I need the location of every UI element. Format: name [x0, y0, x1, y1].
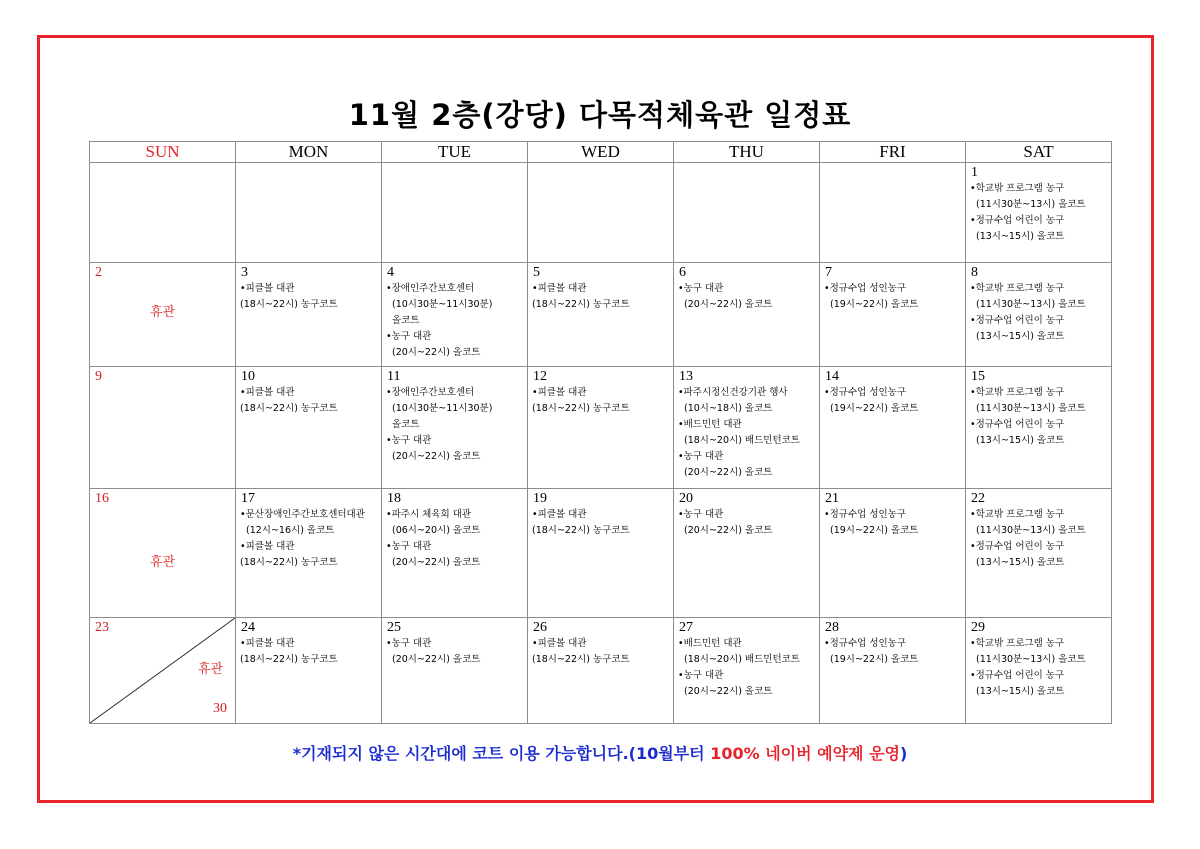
- event-time-text: (18시~22시) 농구코트: [532, 525, 630, 536]
- event-time: [236, 523, 381, 539]
- closed-label: 휴관: [197, 662, 224, 677]
- event-name: •정규수업 어린이 농구: [970, 315, 1065, 326]
- event-name: •농구 대관: [678, 451, 724, 462]
- event-time: [820, 652, 965, 668]
- event-time-text: (20시~22시) 올코트: [392, 451, 481, 462]
- event-time: [966, 197, 1111, 213]
- day-cell: [820, 618, 966, 724]
- event-time-text: (10시30분~11시30분): [392, 403, 493, 414]
- day-number: 15: [971, 369, 985, 384]
- event-name: •피클볼 대관: [240, 638, 295, 649]
- day-number: 21: [825, 491, 839, 506]
- day-cell: [820, 489, 966, 618]
- event-time: [674, 297, 819, 313]
- event-time-text: (20시~22시) 올코트: [684, 299, 773, 310]
- event-time: [674, 433, 819, 449]
- day-cell: [90, 618, 236, 724]
- event-time: [236, 297, 381, 313]
- event-time: [236, 652, 381, 668]
- event-time: [528, 401, 673, 417]
- event-name: •정규수업 어린이 농구: [970, 670, 1065, 681]
- day-cell: [90, 367, 236, 489]
- event-time: [674, 652, 819, 668]
- event-time: [820, 523, 965, 539]
- event-time-text: (19시~22시) 올코트: [830, 299, 919, 310]
- day-number: 25: [387, 620, 401, 635]
- event-time-text: (13시~15시) 올코트: [976, 557, 1065, 568]
- footer-close-paren: ): [899, 744, 908, 763]
- event-time: [382, 345, 527, 361]
- event-time: [966, 297, 1111, 313]
- day-number: 2: [95, 265, 102, 280]
- day-cell: [528, 618, 674, 724]
- event-time: [528, 652, 673, 668]
- day-cell: [674, 367, 820, 489]
- event-court: [382, 417, 527, 433]
- event-name: •파주시정신건강기관 행사: [678, 387, 788, 398]
- day-cell: [966, 263, 1112, 367]
- event-name: •피클볼 대관: [240, 387, 295, 398]
- header-wed: WED: [528, 142, 674, 163]
- event-name: •농구 대관: [386, 331, 432, 342]
- event-time: [966, 229, 1111, 245]
- day-number-second: 30: [213, 701, 227, 716]
- day-number: 20: [679, 491, 693, 506]
- event-time: [674, 523, 819, 539]
- event-name: •농구 대관: [678, 283, 724, 294]
- day-number: 1: [971, 165, 978, 180]
- event-time-text: (20시~22시) 올코트: [684, 525, 773, 536]
- event-name: •농구 대관: [678, 509, 724, 520]
- event-time: [820, 297, 965, 313]
- event-name: •정규수업 어린이 농구: [970, 541, 1065, 552]
- day-cell: [820, 367, 966, 489]
- event-time-text: (20시~22시) 올코트: [392, 654, 481, 665]
- event-name: •문산장애인주간보호센터대관: [240, 509, 365, 520]
- week-row: [90, 367, 1112, 489]
- event-time-text: (19시~22시) 올코트: [830, 525, 919, 536]
- day-number: 22: [971, 491, 985, 506]
- day-cell: [382, 163, 528, 263]
- day-number: 16: [95, 491, 109, 506]
- day-number: 23: [95, 620, 109, 635]
- day-cell: [966, 367, 1112, 489]
- event-time-text: (10시~18시) 올코트: [684, 403, 773, 414]
- event-name: •피클볼 대관: [240, 541, 295, 552]
- event-time: [528, 297, 673, 313]
- day-number: 26: [533, 620, 547, 635]
- day-cell: [236, 263, 382, 367]
- event-time: [820, 401, 965, 417]
- event-time: [236, 555, 381, 571]
- event-name: •학교밖 프로그램 농구: [970, 509, 1065, 520]
- event-time-text: (13시~15시) 올코트: [976, 331, 1065, 342]
- event-name: •학교밖 프로그램 농구: [970, 283, 1065, 294]
- event-name: •정규수업 어린이 농구: [970, 419, 1065, 430]
- event-time-text: (19시~22시) 올코트: [830, 403, 919, 414]
- event-name: •피클볼 대관: [532, 638, 587, 649]
- day-number: 17: [241, 491, 255, 506]
- footer-notice-text: *기재되지 않은 시간대에 코트 이용 가능합니다.(10월부터: [292, 744, 711, 763]
- event-time: [382, 555, 527, 571]
- event-time-text: (11시30분~13시) 올코트: [976, 299, 1086, 310]
- event-time: [382, 523, 527, 539]
- day-cell: [966, 489, 1112, 618]
- event-time: [966, 329, 1111, 345]
- day-cell: [236, 367, 382, 489]
- closed-label: 휴관: [149, 555, 176, 570]
- week-row: [90, 489, 1112, 618]
- event-time: [966, 652, 1111, 668]
- event-time: [528, 523, 673, 539]
- event-name: •정규수업 성인농구: [824, 283, 907, 294]
- day-number: 7: [825, 265, 832, 280]
- event-time: [966, 523, 1111, 539]
- week-row: [90, 618, 1112, 724]
- day-cell: [528, 163, 674, 263]
- event-time-text: (18시~20시) 배드민턴코트: [684, 435, 800, 446]
- event-name: •배드민턴 대관: [678, 638, 742, 649]
- event-name: •농구 대관: [386, 541, 432, 552]
- event-time-text: (11시30분~13시) 올코트: [976, 403, 1086, 414]
- event-time: [674, 684, 819, 700]
- day-cell: [382, 489, 528, 618]
- event-name: •피클볼 대관: [532, 283, 587, 294]
- event-time-text: (18시~22시) 농구코트: [240, 557, 338, 568]
- day-cell: [674, 263, 820, 367]
- event-name: •학교밖 프로그램 농구: [970, 183, 1065, 194]
- event-time-text: (18시~22시) 농구코트: [240, 403, 338, 414]
- event-time-text: (19시~22시) 올코트: [830, 654, 919, 665]
- page-title: 11월 2층(강당) 다목적체육관 일정표: [348, 98, 852, 132]
- event-time-text: (20시~22시) 올코트: [684, 467, 773, 478]
- day-cell: [90, 263, 236, 367]
- event-time-text: (11시30분~13시) 올코트: [976, 199, 1086, 210]
- day-number: 3: [241, 265, 248, 280]
- event-time: [966, 433, 1111, 449]
- day-number: 9: [95, 369, 102, 384]
- event-time-text: (11시30분~13시) 올코트: [976, 654, 1086, 665]
- event-time-text: (20시~22시) 올코트: [392, 347, 481, 358]
- day-cell: [236, 489, 382, 618]
- day-cell: [966, 163, 1112, 263]
- event-time: [674, 401, 819, 417]
- day-cell: [382, 367, 528, 489]
- event-time-text: (10시30분~11시30분): [392, 299, 493, 310]
- event-time-text: (18시~20시) 배드민턴코트: [684, 654, 800, 665]
- event-time-text: (20시~22시) 올코트: [392, 557, 481, 568]
- day-number: 13: [679, 369, 693, 384]
- event-court-text: 올코트: [392, 419, 420, 430]
- event-time-text: (18시~22시) 농구코트: [532, 299, 630, 310]
- day-number: 14: [825, 369, 839, 384]
- day-number: 19: [533, 491, 547, 506]
- week-row: [90, 263, 1112, 367]
- event-name: •농구 대관: [386, 638, 432, 649]
- day-number: 29: [971, 620, 985, 635]
- day-cell: [528, 489, 674, 618]
- event-name: •학교밖 프로그램 농구: [970, 638, 1065, 649]
- day-cell: [820, 263, 966, 367]
- day-number: 18: [387, 491, 401, 506]
- event-time: [674, 465, 819, 481]
- event-time-text: (13시~15시) 올코트: [976, 231, 1065, 242]
- header-mon: MON: [236, 142, 382, 163]
- event-court-text: 올코트: [392, 315, 420, 326]
- event-time-text: (12시~16시) 올코트: [246, 525, 335, 536]
- event-time-text: (11시30분~13시) 올코트: [976, 525, 1086, 536]
- day-number: 4: [387, 265, 394, 280]
- event-name: •장애인주간보호센터: [386, 283, 475, 294]
- event-name: •농구 대관: [678, 670, 724, 681]
- day-cell: [90, 489, 236, 618]
- event-time-text: (18시~22시) 농구코트: [532, 654, 630, 665]
- day-number: 27: [679, 620, 693, 635]
- event-time-text: (20시~22시) 올코트: [684, 686, 773, 697]
- day-cell: [382, 263, 528, 367]
- day-cell: [90, 163, 236, 263]
- event-time-text: (18시~22시) 농구코트: [240, 654, 338, 665]
- event-time: [382, 449, 527, 465]
- event-time-text: (18시~22시) 농구코트: [532, 403, 630, 414]
- closed-label: 휴관: [149, 305, 176, 320]
- day-cell: [528, 367, 674, 489]
- event-time-text: (13시~15시) 올코트: [976, 686, 1065, 697]
- day-cell: [674, 489, 820, 618]
- day-number: 8: [971, 265, 978, 280]
- schedule-calendar: [89, 141, 1112, 724]
- event-name: •정규수업 성인농구: [824, 387, 907, 398]
- header-sat: SAT: [966, 142, 1112, 163]
- event-time-text: (18시~22시) 농구코트: [240, 299, 338, 310]
- event-name: •파주시 체육회 대관: [386, 509, 472, 520]
- day-number: 6: [679, 265, 686, 280]
- day-cell: [966, 618, 1112, 724]
- day-cell: [382, 618, 528, 724]
- day-cell: [820, 163, 966, 263]
- day-cell: [236, 163, 382, 263]
- weekday-header-row: [90, 142, 1112, 163]
- event-name: •피클볼 대관: [532, 509, 587, 520]
- event-time: [382, 652, 527, 668]
- header-thu: THU: [674, 142, 820, 163]
- week-row: [90, 163, 1112, 263]
- event-name: •장애인주간보호센터: [386, 387, 475, 398]
- day-cell: [674, 163, 820, 263]
- event-name: •정규수업 성인농구: [824, 638, 907, 649]
- calendar-body: [90, 163, 1112, 724]
- event-time-text: (13시~15시) 올코트: [976, 435, 1065, 446]
- day-number: 28: [825, 620, 839, 635]
- day-cell: [674, 618, 820, 724]
- event-time: [382, 297, 527, 313]
- event-name: •배드민턴 대관: [678, 419, 742, 430]
- event-court: [382, 313, 527, 329]
- day-number: 11: [387, 369, 401, 384]
- header-sun: SUN: [90, 142, 236, 163]
- event-time: [966, 684, 1111, 700]
- day-number: 24: [241, 620, 255, 635]
- header-fri: FRI: [820, 142, 966, 163]
- day-number: 12: [533, 369, 547, 384]
- event-time: [966, 555, 1111, 571]
- event-name: •정규수업 성인농구: [824, 509, 907, 520]
- day-cell: [236, 618, 382, 724]
- event-name: •학교밖 프로그램 농구: [970, 387, 1065, 398]
- event-time: [966, 401, 1111, 417]
- event-time-text: (06시~20시) 올코트: [392, 525, 481, 536]
- day-number: 10: [241, 369, 255, 384]
- event-time: [382, 401, 527, 417]
- event-name: •정규수업 어린이 농구: [970, 215, 1065, 226]
- header-tue: TUE: [382, 142, 528, 163]
- footer-reservation-text: 100% 네이버 예약제 운영: [710, 744, 900, 763]
- footer-notice: [0, 741, 1200, 764]
- event-name: •피클볼 대관: [532, 387, 587, 398]
- event-name: •농구 대관: [386, 435, 432, 446]
- day-number: 5: [533, 265, 540, 280]
- day-cell: [528, 263, 674, 367]
- event-name: •피클볼 대관: [240, 283, 295, 294]
- event-time: [236, 401, 381, 417]
